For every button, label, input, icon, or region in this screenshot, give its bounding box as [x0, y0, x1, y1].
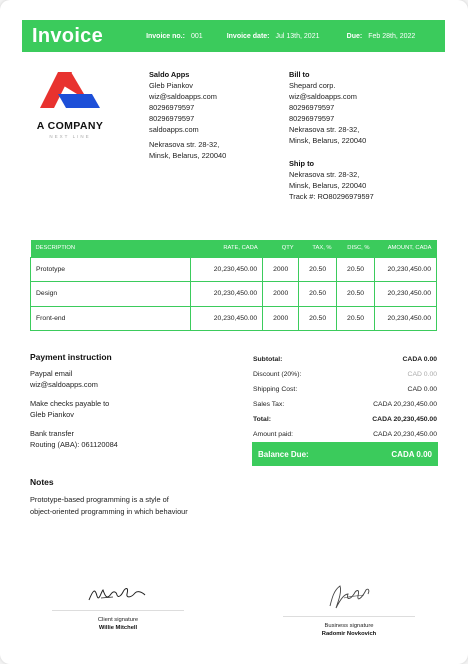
- column-header: AMOUNT, CADA: [375, 240, 437, 257]
- paypal-info: [30, 368, 220, 390]
- ship-to: [289, 158, 374, 202]
- subtotal-value: CADA 0.00: [402, 356, 437, 363]
- checks-info: [30, 398, 220, 420]
- column-header: TAX, %: [299, 240, 337, 257]
- client-signature: [52, 582, 184, 631]
- company-logo-icon: [40, 72, 100, 108]
- subtotal-row: [253, 352, 437, 367]
- payment-heading: Payment instruction: [30, 352, 112, 362]
- ship-to-track: Track #: RO80296979597: [289, 192, 374, 201]
- table-cell: 20,230,450.00: [191, 306, 263, 331]
- total-row: [253, 412, 437, 427]
- bank-info: [30, 428, 220, 450]
- table-row: [31, 306, 437, 331]
- notes-text: object-oriented programming in which behaviour: [30, 507, 188, 516]
- table-cell: Prototype: [31, 257, 191, 282]
- company-slogan: NEXT LINE: [49, 134, 91, 139]
- subtotal-label: Subtotal:: [253, 356, 283, 363]
- due-date-label: Due:: [346, 32, 363, 40]
- from-phone: 80296979597: [149, 103, 195, 112]
- company-logo: [30, 72, 110, 147]
- bill-to-address-line: Minsk, Belarus, 220040: [289, 136, 367, 145]
- business-signature-scribble: [314, 582, 384, 612]
- tax-row: [253, 397, 437, 412]
- ship-to-address-line: Minsk, Belarus, 220040: [289, 181, 367, 190]
- invoice-number-label: Invoice no.:: [146, 32, 185, 40]
- table-cell: 20,230,450.00: [375, 282, 437, 307]
- tax-label: Sales Tax:: [253, 401, 285, 408]
- table-row: [31, 282, 437, 307]
- bill-to-heading: Bill to: [289, 70, 310, 79]
- payment-instruction: [30, 352, 220, 458]
- client-signature-label: Client signature: [97, 617, 139, 623]
- invoice-number-value: 001: [190, 32, 203, 40]
- bank-label: Bank transfer: [30, 429, 74, 438]
- column-header: DISC, %: [337, 240, 375, 257]
- from-phone: 80296979597: [149, 114, 195, 123]
- from-address-line: Nekrasova str. 28-32,: [149, 140, 220, 149]
- amount-paid-label: Amount paid:: [253, 431, 294, 438]
- shipping-label: Shipping Cost:: [253, 386, 298, 393]
- table-cell: 20,230,450.00: [191, 257, 263, 282]
- shipping-row: [253, 382, 437, 397]
- business-signature-label: Business signature: [324, 623, 374, 629]
- table-cell: Design: [31, 282, 191, 307]
- totals-summary: [253, 352, 437, 442]
- table-cell: 20.50: [337, 282, 375, 307]
- from-name: Saldo Apps: [149, 70, 190, 79]
- table-cell: Front-end: [31, 306, 191, 331]
- column-header: DESCRIPTION: [31, 240, 191, 257]
- column-header: QTY: [263, 240, 299, 257]
- column-header: RATE, CADA: [191, 240, 263, 257]
- business-signature: [283, 582, 415, 637]
- table-cell: 20.50: [299, 257, 337, 282]
- table-cell: 2000: [263, 257, 299, 282]
- client-signature-scribble: [83, 582, 153, 606]
- invoice-number: [146, 33, 227, 40]
- bill-to-address-line: Nekrasova str. 28-32,: [289, 125, 360, 134]
- table-cell: 20.50: [337, 257, 375, 282]
- balance-due-label: Balance Due:: [258, 449, 309, 459]
- invoice-date-label: Invoice date:: [226, 32, 270, 40]
- table-cell: 20.50: [337, 306, 375, 331]
- table-header-row: [31, 240, 437, 257]
- signature-line: [283, 616, 415, 617]
- due-date: [347, 33, 445, 40]
- amount-paid-value: CADA 20,230,450.00: [373, 431, 437, 438]
- client-signature-name: Willie Mitchell: [98, 625, 138, 631]
- bill-to-email: wiz@saldoapps.com: [289, 92, 357, 101]
- bill-to: [289, 69, 366, 146]
- tax-value: CADA 20,230,450.00: [373, 401, 437, 408]
- total-value: CADA 20,230,450.00: [372, 416, 437, 423]
- ship-to-heading: Ship to: [289, 159, 315, 168]
- table-row: [31, 257, 437, 282]
- checks-name: Gleb Piankov: [30, 410, 74, 419]
- invoice-date-value: Jul 13th, 2021: [275, 32, 320, 40]
- discount-value: CAD 0.00: [407, 371, 437, 378]
- from-website: saldoapps.com: [149, 125, 199, 134]
- discount-row: [253, 367, 437, 382]
- table-cell: 20,230,450.00: [191, 282, 263, 307]
- invoice-title: Invoice: [32, 24, 104, 47]
- ship-to-address-line: Nekrasova str. 28-32,: [289, 170, 360, 179]
- bill-to-phone: 80296979597: [289, 103, 335, 112]
- amount-paid-row: [253, 427, 437, 442]
- discount-label: Discount (20%):: [253, 371, 302, 378]
- company-name: A COMPANY: [36, 120, 104, 132]
- from-address: [149, 69, 226, 161]
- notes-text: Prototype-based programming is a style of: [30, 495, 169, 504]
- invoice-date: [227, 33, 347, 40]
- due-date-value: Feb 28th, 2022: [368, 32, 416, 40]
- invoice-header: [22, 20, 445, 52]
- bill-to-phone: 80296979597: [289, 114, 335, 123]
- balance-due-value: CADA 0.00: [391, 449, 432, 459]
- paypal-email: wiz@saldoapps.com: [30, 380, 98, 389]
- balance-due: [252, 442, 438, 466]
- table-cell: 20.50: [299, 306, 337, 331]
- shipping-value: CAD 0.00: [407, 386, 437, 393]
- from-address-line: Minsk, Belarus, 220040: [149, 151, 227, 160]
- routing-number: Routing (ABA): 061120084: [30, 440, 118, 449]
- from-person: Gleb Piankov: [149, 81, 193, 90]
- notes-heading: Notes: [30, 477, 54, 487]
- table-cell: 2000: [263, 306, 299, 331]
- line-items-table: [30, 240, 437, 331]
- checks-label: Make checks payable to: [30, 399, 110, 408]
- bill-to-name: Shepard corp.: [289, 81, 336, 90]
- signature-line: [52, 610, 184, 611]
- table-cell: 20,230,450.00: [375, 257, 437, 282]
- table-cell: 2000: [263, 282, 299, 307]
- table-cell: 20.50: [299, 282, 337, 307]
- total-label: Total:: [253, 416, 271, 423]
- paypal-label: Paypal email: [30, 369, 73, 378]
- table-cell: 20,230,450.00: [375, 306, 437, 331]
- business-signature-name: Radomir Novkovich: [321, 631, 377, 637]
- notes-section: [30, 476, 260, 518]
- from-email: wiz@saldoapps.com: [149, 92, 217, 101]
